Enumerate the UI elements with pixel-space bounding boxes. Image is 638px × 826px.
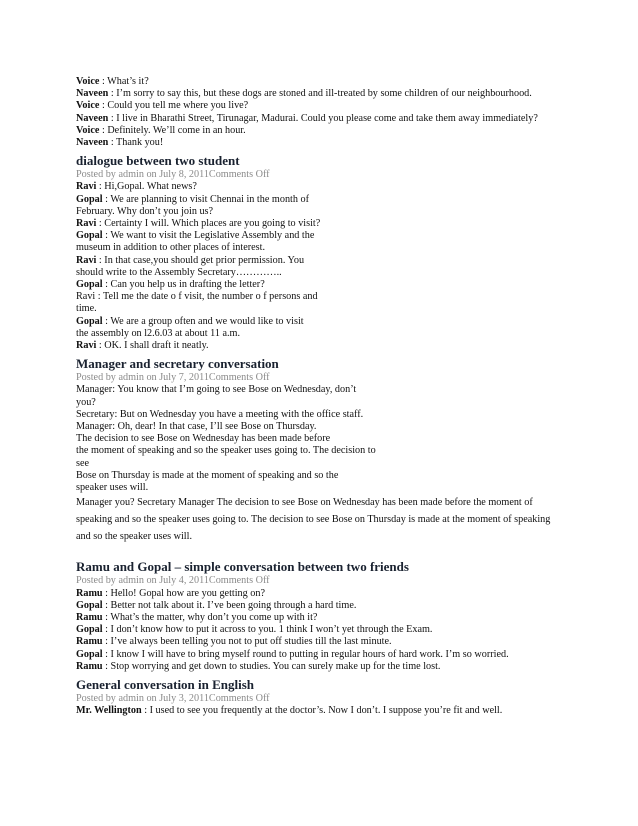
line-text: : Hello! Gopal how are you getting on? [102,587,266,599]
dialogue-line [76,340,598,352]
dialogue-line [76,384,598,396]
dialogue-line [76,76,598,88]
line-text: : What’s it? [99,76,149,87]
post-meta: Posted by admin on July 8, 2011Comments Off [76,169,270,181]
dialogue-line [76,649,598,661]
line-text: Secretary: But on Wednesday you have a meeting with the office staff. [76,408,364,420]
line-text: you? [76,396,96,408]
line-text: Bose on Thursday is made at the moment of speaking and so the [76,469,339,481]
speaker-name: Naveen [76,137,109,149]
speaker-name: Voice [76,100,100,112]
speaker-name: Gopal [76,193,103,205]
speaker-name: Gopal [76,315,103,327]
dialogue-line [76,661,598,673]
dialogue-line [76,206,598,218]
speaker-name: Gopal [76,599,103,611]
article [76,677,598,717]
line-text: The decision to see Bose on Wednesday has been made before [76,433,331,445]
dialogue-line [76,303,598,315]
dialogue-line [76,100,598,112]
line-text: Manager: Oh, dear! In that case, I’ll see Bose on Thursday. [76,421,317,433]
line-text: : I’ve always been telling you not to put off studies till the last minute. [102,636,392,648]
line-text: and so the speaker uses will. [76,531,192,543]
speaker-name: Gopal [76,279,103,291]
line-text: : Better not talk about it. I’ve been going through a hard time. [102,599,357,611]
line-text: : OK. I shall draft it neatly. [96,340,209,352]
line-text: : In that case,you should get prior permission. You [96,254,305,266]
speaker-name: Voice [76,76,100,87]
speaker-name: Ravi [76,218,97,230]
line-text: : Definitely. We’ll come in an hour. [99,124,246,136]
article-title[interactable]: General conversation in English [76,676,255,692]
speaker-name: Gopal [76,230,103,242]
dialogue-line [76,242,598,254]
speaker-name: Voice [76,124,100,136]
line-text: speaking and so the speaker uses going to. The decision to see Bose on Thursday is made at the moment of speaking [76,514,551,526]
dialogue-line [76,137,598,149]
dialogue-line [76,588,598,600]
line-text: : Thank you! [108,137,164,149]
line-text: : Could you tell me where you live? [99,100,249,112]
dialogue-line [76,291,598,303]
dialogue-line [76,433,598,445]
dialogue-line [76,445,598,457]
line-text: Manager you? Secretary Manager The decision to see Bose on Wednesday has been made before the moment of [76,497,533,509]
dialogue-line [76,409,598,421]
speaker-name: Ramu [76,611,103,623]
speaker-name: Gopal [76,624,103,636]
dialogue-line [76,528,598,545]
line-text: : I used to see you frequently at the doctor’s. Now I don’t. I suppose you’re fit and well. [141,705,503,717]
speaker-name: Ravi [76,181,97,193]
dialogue-line [76,421,598,433]
intro-dialogue [76,76,598,149]
line-text: : Certainty I will. Which places are you going to visit? [96,218,321,230]
line-text: Manager: You know that I’m going to see Bose on Wednesday, don’t [76,384,357,396]
dialogue-line [76,181,598,193]
line-text: : Stop worrying and get down to studies. You can surely make up for the time lost. [102,660,441,672]
dialogue-line [76,88,598,100]
dialogue-line [76,482,598,494]
speaker-name: Ravi [76,340,97,352]
spacer [76,545,598,555]
line-text: February. Why don’t you join us? [76,205,214,217]
speaker-name: Naveen [76,112,109,124]
line-text: see [76,457,90,469]
article-title[interactable]: Manager and secretary conversation [76,356,279,372]
line-text: : We are planning to visit Chennai in the month of [102,193,309,205]
article [76,356,598,555]
dialogue-line [76,218,598,230]
dialogue-line [76,624,598,636]
article [76,559,598,673]
dialogue-line [76,458,598,470]
line-text: : I don’t know how to put it across to you. 1 think I won’t yet through the Exam. [102,624,433,636]
dialogue-line [76,636,598,648]
line-text: speaker uses will. [76,482,149,494]
dialogue-line [76,511,598,528]
post-meta: Posted by admin on July 3, 2011Comments Off [76,692,270,704]
dialogue-line [76,255,598,267]
article-title[interactable]: Ramu and Gopal – simple conversation between two friends [76,559,409,575]
article-title[interactable]: dialogue between two student [76,153,240,169]
line-text: : What’s the matter, why don’t you come up with it? [102,611,318,623]
line-text: should write to the Assembly Secretary………….. [76,266,282,278]
speaker-name: Ramu [76,660,103,672]
line-text: : I live in Bharathi Street, Tirunagar, Madurai. Could you please come and take them away immediately? [108,112,538,124]
article [76,153,598,352]
speaker-name: Ravi [76,254,97,266]
dialogue-line [76,230,598,242]
dialogue-line [76,279,598,291]
dialogue-line [76,113,598,125]
line-text: museum in addition to other places of interest. [76,242,265,254]
line-text: the moment of speaking and so the speaker uses going to. The decision to [76,445,376,457]
dialogue-line [76,470,598,482]
line-text: : Can you help us in drafting the letter? [102,279,265,291]
dialogue-line [76,316,598,328]
dialogue-line [76,612,598,624]
line-text: : I know I will have to bring myself round to putting in regular hours of hard work. I’m so worried. [102,648,509,660]
dialogue-line [76,267,598,279]
speaker-name: Ramu [76,587,103,599]
line-text: : We want to visit the Legislative Assembly and the [102,230,315,242]
article-list [76,153,598,717]
post-meta: Posted by admin on July 4, 2011Comments Off [76,575,270,587]
dialogue-line [76,125,598,137]
dialogue-line [76,397,598,409]
line-text: : Hi,Gopal. What news? [96,181,197,193]
line-text: : I’m sorry to say this, but these dogs are stoned and ill-treated by some children of our neighbourhood. [108,88,532,100]
speaker-name: Ramu [76,636,103,648]
dialogue-line [76,600,598,612]
post-meta: Posted by admin on July 7, 2011Comments Off [76,372,270,384]
line-text: time. [76,303,97,315]
line-text: the assembly on l2.6.03 at about 11 a.m. [76,327,241,339]
dialogue-line [76,328,598,340]
dialogue-line [76,194,598,206]
line-text: Ravi : Tell me the date o f visit, the number o f persons and [76,291,318,303]
speaker-name: Gopal [76,648,103,660]
speaker-name: Mr. Wellington [76,705,142,717]
dialogue-line [76,494,598,511]
speaker-name: Naveen [76,88,109,100]
line-text: : We are a group often and we would like to visit [102,315,304,327]
dialogue-line [76,705,598,717]
